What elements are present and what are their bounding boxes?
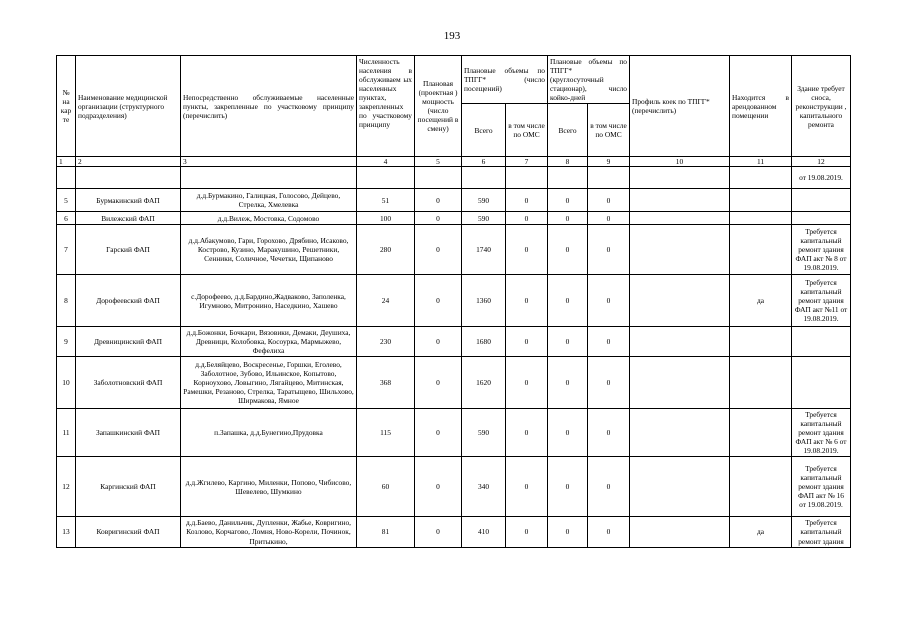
settlements: д.д.Жгилево, Каргино, Миленки, Попово, Чибисово, Шевелево, Шумкино	[181, 457, 357, 517]
visits-oms: 0	[506, 457, 548, 517]
column-number: 6	[462, 157, 506, 167]
header-cell-planned-visits: Плановые объемы по ТПГГ* (число посещений)	[462, 56, 548, 104]
visits-oms: 0	[506, 517, 548, 547]
table-body	[57, 189, 851, 547]
repair-status: Требуется капитальный ремонт здания ФАП акт № 8 от 19.08.2019.	[792, 225, 851, 275]
settlements: д.д.Божонки, Бочкари, Вязовики, Демаки, Деушиха, Древници, Колобовка, Косоурка, Мармыжево, Фефелиха	[181, 327, 357, 357]
settlements: д.д.Баево, Данильчик, Дупленки, Жабье, Ковригино, Козлово, Корчагово, Ломня, Ново-Корели, Починок, Притыкино,	[181, 517, 357, 547]
header-cell-visits-oms: в том числе по ОМС	[506, 104, 548, 157]
table-row	[57, 189, 851, 212]
repair-status	[792, 357, 851, 409]
header-cell-capacity: Плановая (проектная ) мощность (число посещений в смену)	[415, 56, 462, 157]
visits-total: 590	[462, 409, 506, 457]
header-cell-planned-beds: Плановые объемы по ТПГГ* (круглосуточный стационар), число койко-дней	[548, 56, 630, 104]
visits-total: 1360	[462, 275, 506, 327]
column-number: 1	[57, 157, 76, 167]
beds-total: 0	[548, 327, 588, 357]
table-row	[57, 357, 851, 409]
population: 24	[357, 275, 415, 327]
capacity: 0	[415, 517, 462, 547]
population: 81	[357, 517, 415, 547]
column-number: 12	[792, 157, 851, 167]
header-cell-population: Численность населения в обслуживаем ых населенных пунктах, закрепленных по участковому принципу	[357, 56, 415, 157]
table-header	[57, 56, 851, 189]
visits-oms: 0	[506, 212, 548, 225]
column-number: 9	[588, 157, 630, 167]
header-cell-number: № на кар те	[57, 56, 76, 157]
visits-total: 1740	[462, 225, 506, 275]
visits-total: 340	[462, 457, 506, 517]
settlements: д.д.Беляйцево, Воскресенье, Горшки, Еголево, Заболотное, Зубово, Ильинское, Копытово, Корноухово, Ловыгино, Лягайцево, Митинская, Рамешки, Резаново, Стрелка, Таратыщево, Шильхово, Ширмакова, Ямное	[181, 357, 357, 409]
table-row	[57, 225, 851, 275]
repair-status	[792, 212, 851, 225]
beds-oms: 0	[588, 357, 630, 409]
header-cell-rented: Находится в арендованном помещении	[730, 56, 792, 157]
visits-total: 1680	[462, 327, 506, 357]
population: 51	[357, 189, 415, 212]
visits-oms: 0	[506, 275, 548, 327]
organization-name: Дорофеевский ФАП	[76, 275, 181, 327]
continuation-note: от 19.08.2019.	[792, 167, 851, 189]
column-number: 2	[76, 157, 181, 167]
beds-oms: 0	[588, 409, 630, 457]
table-row	[57, 212, 851, 225]
organization-name: Запашкинский ФАП	[76, 409, 181, 457]
bed-profile	[630, 357, 730, 409]
population: 115	[357, 409, 415, 457]
population: 230	[357, 327, 415, 357]
header-cell-settlements: Непосредственно обслуживаемые населенные пункты, закрепленные по участковому принципу (перечислить)	[181, 56, 357, 157]
visits-total: 1620	[462, 357, 506, 409]
column-number: 11	[730, 157, 792, 167]
header-cell-beds-total: Всего	[548, 104, 588, 157]
population: 100	[357, 212, 415, 225]
visits-oms: 0	[506, 409, 548, 457]
beds-total: 0	[548, 225, 588, 275]
page-number: 193	[443, 30, 461, 42]
beds-total: 0	[548, 275, 588, 327]
visits-total: 410	[462, 517, 506, 547]
rented	[730, 409, 792, 457]
population: 280	[357, 225, 415, 275]
settlements: с.Дорофеево, д.д.Бардино,Жадваково, Заполенка, Игумново, Митронино, Наседкино, Хашево	[181, 275, 357, 327]
column-number: 5	[415, 157, 462, 167]
organization-name: Бурмакинский ФАП	[76, 189, 181, 212]
bed-profile	[630, 275, 730, 327]
visits-oms: 0	[506, 327, 548, 357]
organization-name: Древницинский ФАП	[76, 327, 181, 357]
capacity: 0	[415, 189, 462, 212]
capacity: 0	[415, 225, 462, 275]
beds-oms: 0	[588, 457, 630, 517]
row-number: 12	[57, 457, 76, 517]
beds-oms: 0	[588, 275, 630, 327]
row-number: 6	[57, 212, 76, 225]
header-cell-beds-oms: в том числе по ОМС	[588, 104, 630, 157]
beds-total: 0	[548, 517, 588, 547]
column-number: 7	[506, 157, 548, 167]
visits-oms: 0	[506, 189, 548, 212]
beds-total: 0	[548, 212, 588, 225]
row-number: 7	[57, 225, 76, 275]
visits-total: 590	[462, 189, 506, 212]
row-number: 9	[57, 327, 76, 357]
population: 368	[357, 357, 415, 409]
row-number: 8	[57, 275, 76, 327]
rented	[730, 212, 792, 225]
organization-name: Гарский ФАП	[76, 225, 181, 275]
continuation-row	[57, 167, 851, 189]
table-row	[57, 457, 851, 517]
column-number: 4	[357, 157, 415, 167]
beds-oms: 0	[588, 327, 630, 357]
rented	[730, 457, 792, 517]
rented	[730, 357, 792, 409]
organization-name: Ковригинский ФАП	[76, 517, 181, 547]
row-number: 10	[57, 357, 76, 409]
bed-profile	[630, 327, 730, 357]
rented: да	[730, 517, 792, 547]
beds-total: 0	[548, 409, 588, 457]
rented: да	[730, 275, 792, 327]
capacity: 0	[415, 357, 462, 409]
beds-oms: 0	[588, 517, 630, 547]
bed-profile	[630, 189, 730, 212]
row-number: 5	[57, 189, 76, 212]
header-cell-repair: Здание требует сноса, реконструкции , капитального ремонта	[792, 56, 851, 157]
settlements: д.д.Вилеж, Мостовка, Содомово	[181, 212, 357, 225]
repair-status: Требуется капитальный ремонт здания ФАП акт № 6 от 19.08.2019.	[792, 409, 851, 457]
repair-status: Требуется капитальный ремонт здания	[792, 517, 851, 547]
bed-profile	[630, 457, 730, 517]
beds-total: 0	[548, 189, 588, 212]
beds-oms: 0	[588, 212, 630, 225]
column-number: 8	[548, 157, 588, 167]
population: 60	[357, 457, 415, 517]
repair-status	[792, 189, 851, 212]
header-cell-visits-total: Всего	[462, 104, 506, 157]
row-number: 13	[57, 517, 76, 547]
table-row	[57, 327, 851, 357]
visits-oms: 0	[506, 357, 548, 409]
beds-total: 0	[548, 357, 588, 409]
bed-profile	[630, 409, 730, 457]
rented	[730, 327, 792, 357]
settlements: п.Запашка, д.д.Бунегино,Прудовка	[181, 409, 357, 457]
organization-name: Каргинский ФАП	[76, 457, 181, 517]
repair-status: Требуется капитальный ремонт здания ФАП акт №11 от 19.08.2019.	[792, 275, 851, 327]
header-cell-bed-profile: Профиль коек по ТПГГ* (перечислить)	[630, 56, 730, 157]
beds-total: 0	[548, 457, 588, 517]
header-cell-organization: Наименование медицинской организации (структурного подразделения)	[76, 56, 181, 157]
table-row	[57, 409, 851, 457]
bed-profile	[630, 212, 730, 225]
table-row	[57, 275, 851, 327]
capacity: 0	[415, 327, 462, 357]
capacity: 0	[415, 457, 462, 517]
settlements: д.д.Бурмакино, Галицкая, Голосово, Дейцево, Стрелка, Хмелевка	[181, 189, 357, 212]
rented	[730, 225, 792, 275]
settlements: д.д.Абакумово, Гари, Горохово, Дрябино, Исаково, Кострово, Кузино, Маракушино, Решетники, Сенники, Соличное, Чечетки, Щипаново	[181, 225, 357, 275]
column-number: 10	[630, 157, 730, 167]
capacity: 0	[415, 409, 462, 457]
organization-name: Вилежский ФАП	[76, 212, 181, 225]
bed-profile	[630, 225, 730, 275]
repair-status	[792, 327, 851, 357]
beds-oms: 0	[588, 225, 630, 275]
visits-total: 590	[462, 212, 506, 225]
column-number: 3	[181, 157, 357, 167]
repair-status: Требуется капитальный ремонт здания ФАП акт № 16 от 19.08.2019.	[792, 457, 851, 517]
rented	[730, 189, 792, 212]
visits-oms: 0	[506, 225, 548, 275]
facilities-table	[56, 55, 851, 548]
table-row	[57, 517, 851, 547]
row-number: 11	[57, 409, 76, 457]
capacity: 0	[415, 212, 462, 225]
bed-profile	[630, 517, 730, 547]
organization-name: Заболотновский ФАП	[76, 357, 181, 409]
beds-oms: 0	[588, 189, 630, 212]
capacity: 0	[415, 275, 462, 327]
